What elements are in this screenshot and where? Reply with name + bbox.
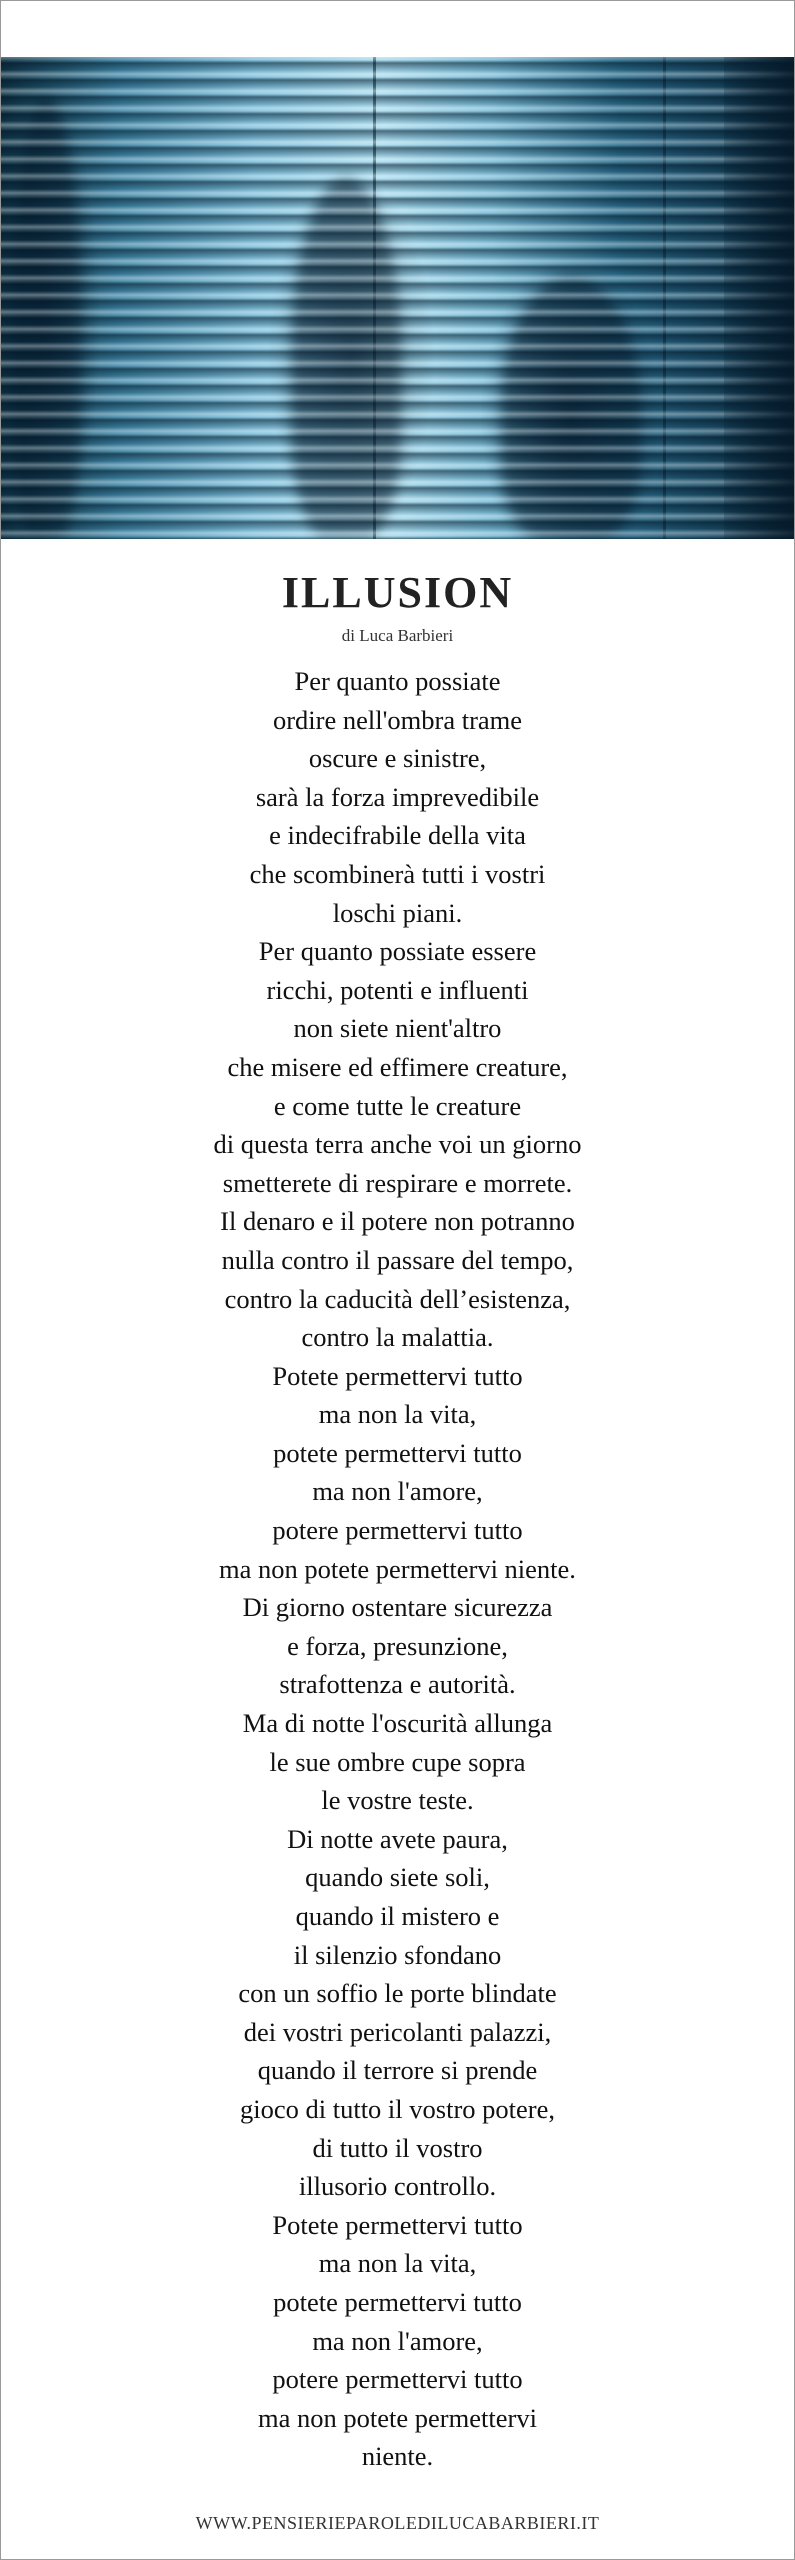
poem-title: ILLUSION <box>281 568 514 617</box>
poem-line: oscure e sinistre, <box>308 743 487 774</box>
window-frame <box>724 57 794 539</box>
poem-line: quando il mistero e <box>295 1901 500 1931</box>
header-photo <box>1 57 794 539</box>
poem-section <box>1 568 794 2476</box>
poem-line: potete permettervi tutto <box>273 2286 522 2317</box>
poem-line: che misere ed effimere creature, <box>227 1051 568 1082</box>
poem-line: niente. <box>361 2441 434 2472</box>
poem-line: ma non la vita, <box>318 1399 477 1430</box>
poem-line: contro la caducità dell’esistenza, <box>224 1283 571 1314</box>
poem-line: loschi piani. <box>332 897 463 928</box>
poem-line: dei vostri pericolanti palazzi, <box>243 2016 552 2047</box>
poem-author: di Luca Barbieri <box>341 626 454 645</box>
poem-line: Per quanto possiate <box>294 666 501 696</box>
poem-line: Per quanto possiate essere <box>258 936 537 967</box>
poem-line: sarà la forza imprevedibile <box>255 781 540 812</box>
poem-line: quando siete soli, <box>305 1862 490 1893</box>
poem-body <box>1 662 794 2476</box>
poem-line: di questa terra anche voi un giorno <box>213 1129 582 1160</box>
window-blinds <box>1 57 794 539</box>
poem-line: ma non la vita, <box>318 2248 477 2279</box>
poem-line: Ma di notte l'oscurità allunga <box>242 1708 553 1739</box>
poem-line: ma non l'amore, <box>312 2325 483 2356</box>
poem-line: gioco di tutto il vostro potere, <box>239 2093 555 2124</box>
poem-line: ma non potete permettervi <box>258 2402 537 2433</box>
poem-line: e come tutte le creature <box>273 1090 522 1121</box>
poem-line: illusorio controllo. <box>298 2171 497 2202</box>
poem-line: Di giorno ostentare sicurezza <box>242 1592 553 1623</box>
poem-line: non siete nient'altro <box>293 1013 502 1044</box>
poem-line: il silenzio sfondano <box>293 1939 502 1970</box>
poem-line: contro la malattia. <box>301 1322 494 1353</box>
poem-line: ordire nell'ombra trame <box>272 704 523 735</box>
poem-line: che scombinerà tutti i vostri <box>249 858 546 889</box>
poem-line: con un soffio le porte blindate <box>238 1978 557 2009</box>
poem-line: smetterete di respirare e morrete. <box>222 1167 573 1198</box>
poem-line: ricchi, potenti e influenti <box>266 974 529 1005</box>
poem-line: potere permettervi tutto <box>272 1515 523 1546</box>
poem-line: Di notte avete paura, <box>287 1823 508 1854</box>
poem-line: potete permettervi tutto <box>273 1437 522 1468</box>
poem-line: le sue ombre cupe sopra <box>269 1746 526 1777</box>
poem-line: quando il terrore si prende <box>257 2055 538 2086</box>
poem-line: ma non l'amore, <box>312 1476 483 1507</box>
poem-line: Potete permettervi tutto <box>272 1360 523 1391</box>
poem-line: di tutto il vostro <box>312 2132 483 2163</box>
poem-line: potere permettervi tutto <box>272 2364 523 2395</box>
poem-line: e forza, presunzione, <box>287 1630 508 1661</box>
poem-line: Potete permettervi tutto <box>272 2209 523 2240</box>
poem-line: strafottenza e autorità. <box>279 1669 516 1700</box>
poem-line: le vostre teste. <box>321 1785 474 1816</box>
poem-line: nulla contro il passare del tempo, <box>221 1244 574 1275</box>
poem-line: ma non potete permettervi niente. <box>219 1553 576 1584</box>
poem-line: Il denaro e il potere non potranno <box>220 1206 575 1237</box>
poem-line: e indecifrabile della vita <box>269 820 526 851</box>
website-url: WWW.PENSIERIEPAROLEDILUCABARBIERI.IT <box>195 2513 600 2533</box>
